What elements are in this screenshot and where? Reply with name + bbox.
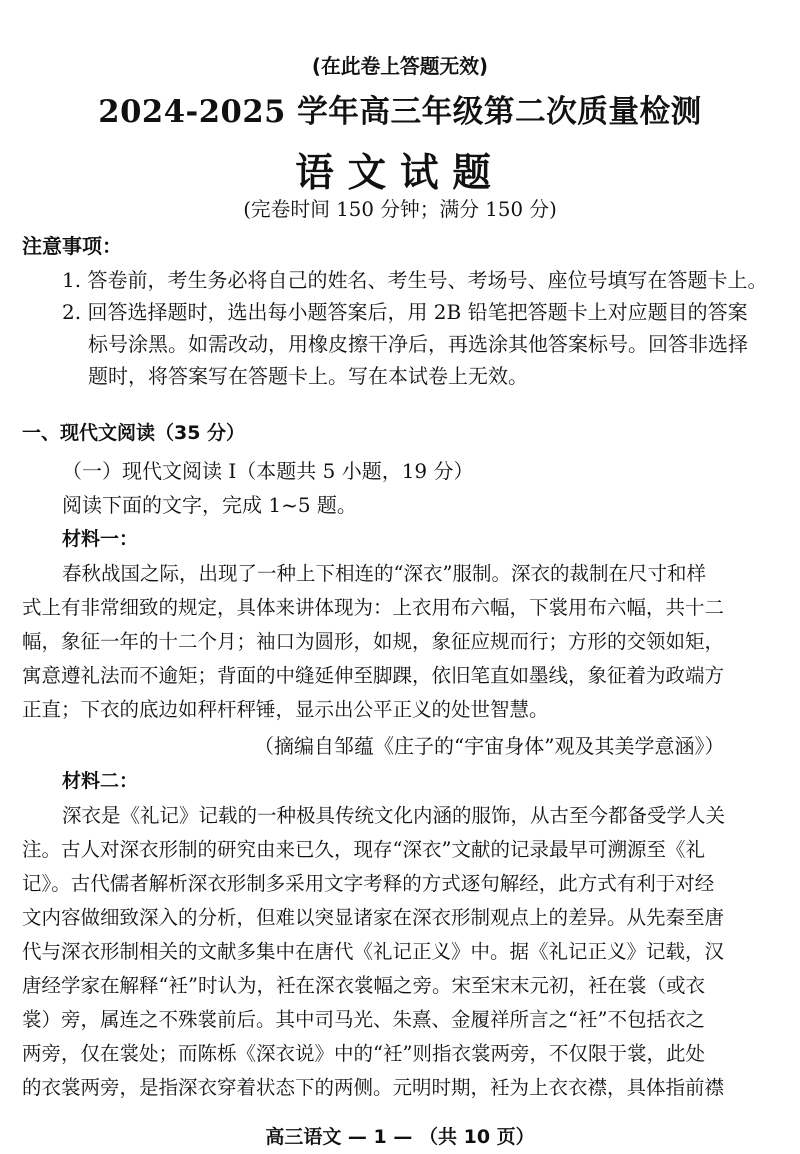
section-title: 一、现代文阅读（35 分） [22, 422, 246, 444]
exam-duration: (完卷时间 150 分钟；满分 150 分) [243, 197, 557, 221]
material-2-line: 注。古人对深衣形制的研究由来已久，现存“深衣”文献的记录最早可溯源至《礼 [22, 838, 705, 861]
page-footer: 高三语文 — 1 — （共 10 页） [265, 1126, 535, 1148]
material-1-line: 春秋战国之际，出现了一种上下相连的“深衣”服制。深衣的裁制在尺寸和样 [62, 562, 706, 585]
instruction-line: 2. 回答选择题时，选出每小题答案后，用 2B 铅笔把答题卡上对应题目的答案 [62, 300, 748, 324]
material-2-line: 记》。古代儒者解析深衣形制多采用文字考释的方式逐句解经，此方式有利于对经 [22, 872, 715, 895]
subject-title: 语文试题 [295, 151, 505, 196]
material-1-line: 正直；下衣的底边如秤杆秤锤，显示出公平正义的处世智慧。 [22, 698, 549, 721]
instruction-line: 题时，将答案写在答题卡上。写在本试卷上无效。 [88, 364, 528, 388]
material-1-label: 材料一： [62, 528, 139, 550]
material-1-line: 幅，象征一年的十二个月；袖口为圆形，如规，象征应规而行；方形的交领如矩， [22, 630, 725, 653]
material-2-label: 材料二： [62, 770, 139, 792]
material-1-line: 寓意遵礼法而不逾矩；背面的中缝延伸至脚踝，依旧笔直如墨线，象征着为政端方 [22, 664, 725, 687]
instructions-title: 注意事项： [22, 234, 122, 258]
material-2-line: 深衣是《礼记》记载的一种极具传统文化内涵的服饰，从古至今都备受学人关 [62, 804, 726, 827]
material-1-line: 式上有非常细致的规定，具体来讲体现为：上衣用布六幅，下裳用布六幅，共十二 [22, 596, 725, 619]
instruction-line: 1. 答卷前，考生务必将自己的姓名、考生号、考场号、座位号填写在答题卡上。 [62, 268, 768, 292]
material-1-source: （摘编自邹蕴《庄子的“宇宙身体”观及其美学意涵》） [254, 734, 725, 758]
invalid-notice: (在此卷上答题无效) [311, 54, 489, 78]
instruction-line: 标号涂黑。如需改动，用橡皮擦干净后，再选涂其他答案标号。回答非选择 [88, 332, 748, 356]
material-2-line: 唐经学家在解释“衽”时认为，衽在深衣裳幅之旁。宋至宋末元初，衽在裳（或衣 [22, 974, 705, 997]
exam-title: 2024-2025 学年高三年级第二次质量检测 [98, 94, 702, 130]
material-2-line: 两旁，仅在裳处；而陈栎《深衣说》中的“衽”则指衣裳两旁，不仅限于裳，此处 [22, 1042, 705, 1065]
material-2-line: 文内容做细致深入的分析，但难以突显诸家在深衣形制观点上的差异。从先秦至唐 [22, 906, 725, 929]
material-2-line: 代与深衣形制相关的文献多集中在唐代《礼记正义》中。据《礼记正义》记载，汉 [22, 940, 725, 963]
section-subtitle: （一）现代文阅读 I（本题共 5 小题，19 分） [62, 459, 474, 483]
material-2-line: 的衣裳两旁，是指深衣穿着状态下的两侧。元明时期，衽为上衣衣襟，具体指前襟 [22, 1076, 725, 1099]
section-prompt: 阅读下面的文字，完成 1~5 题。 [62, 493, 357, 517]
material-2-line: 裳）旁，属连之不殊裳前后。其中司马光、朱熹、金履祥所言之“衽”不包括衣之 [22, 1008, 705, 1031]
